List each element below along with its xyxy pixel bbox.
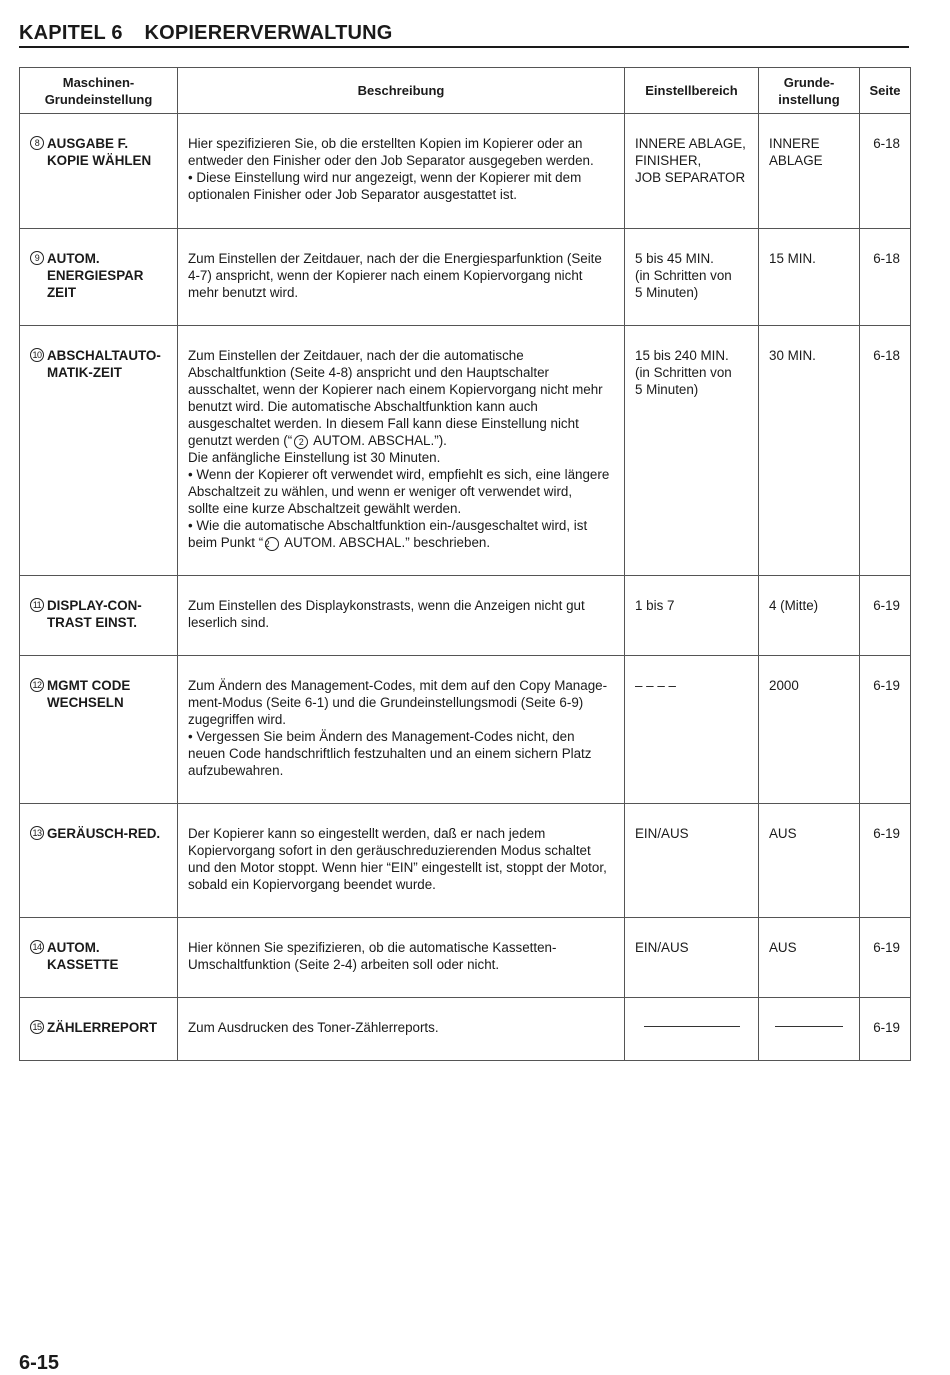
bullet-line bbox=[188, 500, 614, 517]
setting-name-line: ZEIT bbox=[47, 285, 77, 300]
bullet-text: Vergessen Sie beim Ändern des Management-Codes nicht, den bbox=[196, 729, 575, 744]
bullet-text: aufzubewahren. bbox=[188, 763, 284, 778]
description-cell bbox=[178, 326, 625, 576]
table-row bbox=[20, 998, 911, 1061]
range-line: 1 bis 7 bbox=[635, 598, 675, 613]
bullet-line: • Diese Einstellung wird nur angezeigt, wenn der Kopierer mit dem bbox=[188, 170, 582, 185]
range-cell bbox=[625, 804, 759, 918]
default-line: INNERE bbox=[769, 136, 820, 151]
settings-table bbox=[19, 67, 911, 1061]
range-line: EIN/AUS bbox=[635, 940, 689, 955]
description-cell bbox=[178, 998, 625, 1061]
default-cell bbox=[759, 804, 860, 918]
description-line: leserlich sind. bbox=[188, 615, 270, 630]
range-line: (in Schritten von bbox=[635, 365, 732, 380]
description-cell bbox=[178, 229, 625, 326]
bullet-text: neuen Code handschriftlich festzuhalten und an einem sichern Platz bbox=[188, 746, 592, 761]
description-line: Kopiervorgang sofort in den geräuschreduzierenden Modus schaltet bbox=[188, 843, 591, 858]
description-line bbox=[188, 432, 614, 449]
setting-name-line: KASSETTE bbox=[47, 957, 119, 972]
description-line: Die anfängliche Einstellung ist 30 Minuten. bbox=[188, 450, 441, 465]
default-cell bbox=[759, 326, 860, 576]
setting-name-line: DISPLAY-CON- bbox=[47, 598, 142, 613]
setting-name-line: ENERGIESPAR bbox=[47, 268, 144, 283]
description-line: Zum Einstellen der Zeitdauer, nach der die automatische bbox=[188, 348, 524, 363]
description-cell bbox=[178, 576, 625, 656]
column-header-page: Seite bbox=[860, 68, 911, 114]
default-cell bbox=[759, 229, 860, 326]
setting-name-cell bbox=[20, 656, 178, 804]
description-line: Abschaltfunktion (Seite 4-8) anspricht und den Hauptschalter bbox=[188, 365, 550, 380]
description-line: ausschaltet, wenn der Kopierer nach einem Kopiervorgang nicht mehr bbox=[188, 382, 603, 397]
description-line: benutzt wird. Die automatische Abschaltfunktion kann auch bbox=[188, 399, 538, 414]
setting-name bbox=[30, 250, 173, 301]
range-cell bbox=[625, 998, 759, 1061]
description-cell bbox=[178, 656, 625, 804]
default-cell bbox=[759, 918, 860, 998]
setting-name-cell bbox=[20, 326, 178, 576]
range-line: 5 Minuten) bbox=[635, 382, 699, 397]
table-row bbox=[20, 804, 911, 918]
description-cell bbox=[178, 918, 625, 998]
description-line: entweder den Finisher oder den Job Separator ausgegeben werden. bbox=[188, 153, 594, 168]
dash-line bbox=[644, 1026, 740, 1027]
description-line: zugegriffen wird. bbox=[188, 712, 287, 727]
setting-name-cell bbox=[20, 576, 178, 656]
column-header-default: Grunde- instellung bbox=[759, 68, 860, 114]
setting-name-text bbox=[47, 597, 173, 631]
circled-number: 2 bbox=[294, 435, 308, 449]
description-line: Zum Einstellen des Displaykonstrasts, wenn die Anzeigen nicht gut bbox=[188, 598, 585, 613]
setting-name bbox=[30, 597, 173, 631]
range-cell bbox=[625, 656, 759, 804]
description-line: Hier können Sie spezifizieren, ob die automatische Kassetten- bbox=[188, 940, 557, 955]
circled-number: 13 bbox=[30, 826, 44, 840]
circled-number: 10 bbox=[30, 348, 44, 362]
default-line: AUS bbox=[769, 826, 797, 841]
bullet-text: Wie die automatische Abschaltfunktion ein-/ausgeschaltet wird, ist bbox=[196, 518, 588, 533]
setting-name-line: MGMT CODE bbox=[47, 678, 131, 693]
table-row bbox=[20, 326, 911, 576]
bullet-line bbox=[188, 762, 614, 779]
setting-name-cell bbox=[20, 804, 178, 918]
page-ref-cell: 6-18 bbox=[860, 326, 911, 576]
chapter-title: KOPIERERVERWALTUNG bbox=[144, 22, 393, 44]
table-row bbox=[20, 656, 911, 804]
circled-number: 11 bbox=[30, 598, 44, 612]
description-line: sobald ein Kopiervorgang beendet wurde. bbox=[188, 877, 436, 892]
circled-number: 9 bbox=[30, 251, 44, 265]
table-row bbox=[20, 114, 911, 229]
page-ref-cell: 6-19 bbox=[860, 998, 911, 1061]
circled-number: 8 bbox=[30, 136, 44, 150]
table-row bbox=[20, 229, 911, 326]
setting-name bbox=[30, 939, 173, 973]
column-header-range: Einstellbereich bbox=[625, 68, 759, 114]
range-line: – – – – bbox=[635, 678, 676, 693]
setting-name-text bbox=[47, 677, 173, 711]
range-cell bbox=[625, 229, 759, 326]
page-number: 6-15 bbox=[19, 1352, 60, 1374]
setting-name-cell bbox=[20, 998, 178, 1061]
description-line: Hier spezifizieren Sie, ob die erstellten Kopien im Kopierer oder an bbox=[188, 136, 583, 151]
table-row bbox=[20, 918, 911, 998]
range-cell bbox=[625, 576, 759, 656]
column-header-description: Beschreibung bbox=[178, 68, 625, 114]
dash-line bbox=[775, 1026, 843, 1027]
circled-number: 14 bbox=[30, 940, 44, 954]
setting-name-line: KOPIE WÄHLEN bbox=[47, 153, 152, 168]
range-cell bbox=[625, 114, 759, 229]
default-line: 2000 bbox=[769, 678, 799, 693]
default-cell bbox=[759, 998, 860, 1061]
page-ref-cell: 6-18 bbox=[860, 114, 911, 229]
setting-name-line: ABSCHALTAUTO- bbox=[47, 348, 161, 363]
description-cell bbox=[178, 114, 625, 229]
setting-name bbox=[30, 825, 173, 842]
ref-text: genutzt werden (“ bbox=[188, 433, 293, 448]
setting-name-line: AUTOM. bbox=[47, 940, 100, 955]
default-line: AUS bbox=[769, 940, 797, 955]
default-line: 15 MIN. bbox=[769, 251, 816, 266]
setting-name bbox=[30, 347, 173, 381]
description-line: und den Motor stoppt. Wenn hier “EIN” eingestellt ist, stoppt der Motor, bbox=[188, 860, 607, 875]
setting-name bbox=[30, 1019, 173, 1036]
bullet-text: Abschaltzeit zu wählen, und wenn er weniger oft verwendet wird, bbox=[188, 484, 573, 499]
range-line: EIN/AUS bbox=[635, 826, 689, 841]
page-ref-cell: 6-19 bbox=[860, 656, 911, 804]
default-cell bbox=[759, 656, 860, 804]
bullet-line bbox=[188, 534, 614, 551]
description-line: Umschaltfunktion (Seite 2-4) arbeiten soll oder nicht. bbox=[188, 957, 500, 972]
range-cell bbox=[625, 918, 759, 998]
page-ref-cell: 6-19 bbox=[860, 576, 911, 656]
setting-name-cell bbox=[20, 229, 178, 326]
bullet-text: Wenn der Kopierer oft verwendet wird, empfiehlt es sich, eine längere bbox=[196, 467, 610, 482]
setting-name-text bbox=[47, 347, 173, 381]
chapter-number: KAPITEL 6 bbox=[19, 22, 123, 44]
bullet-text: Diese Einstellung wird nur angezeigt, wenn der Kopierer mit dem bbox=[196, 170, 582, 185]
ref-text: beim Punkt “ bbox=[188, 535, 264, 550]
default-cell bbox=[759, 114, 860, 229]
description-line: ment-Modus (Seite 6-1) und die Grundeinstellungsmodi (Seite 6-9) bbox=[188, 695, 584, 710]
default-line: 30 MIN. bbox=[769, 348, 816, 363]
setting-name-line: TRAST EINST. bbox=[47, 615, 138, 630]
circled-number: 15 bbox=[30, 1020, 44, 1034]
setting-name bbox=[30, 677, 173, 711]
ref-text: AUTOM. ABSCHAL.” beschrieben. bbox=[281, 535, 491, 550]
bullet-line: • Wenn der Kopierer oft verwendet wird, empfiehlt es sich, eine längere bbox=[188, 467, 610, 482]
description-line: Zum Einstellen der Zeitdauer, nach der die Energiesparfunktion (Seite bbox=[188, 251, 602, 266]
page-ref-cell: 6-18 bbox=[860, 229, 911, 326]
setting-name-cell bbox=[20, 918, 178, 998]
setting-name-line: AUTOM. bbox=[47, 251, 100, 266]
setting-name-line: GERÄUSCH-RED. bbox=[47, 826, 161, 841]
description-line: Zum Ändern des Management-Codes, mit dem auf den Copy Manage- bbox=[188, 678, 608, 693]
bullet-text: sollte eine kurze Abschaltzeit gewählt werden. bbox=[188, 501, 462, 516]
column-header-setting: Maschinen- Grundeinstellung bbox=[20, 68, 178, 114]
range-line: 5 Minuten) bbox=[635, 285, 699, 300]
description-line: Der Kopierer kann so eingestellt werden, daß er nach jedem bbox=[188, 826, 546, 841]
setting-name-text bbox=[47, 1019, 173, 1036]
description-line: Zum Ausdrucken des Toner-Zählerreports. bbox=[188, 1020, 439, 1035]
chapter-header bbox=[19, 22, 909, 48]
circled-number: 12 bbox=[30, 678, 44, 692]
setting-name-text bbox=[47, 939, 173, 973]
setting-name-text bbox=[47, 825, 173, 842]
circled-number: 2 bbox=[265, 537, 279, 551]
range-cell bbox=[625, 326, 759, 576]
bullet-line bbox=[188, 186, 614, 203]
default-line: 4 (Mitte) bbox=[769, 598, 819, 613]
setting-name bbox=[30, 135, 173, 169]
description-cell bbox=[178, 804, 625, 918]
default-cell bbox=[759, 576, 860, 656]
setting-name-text bbox=[47, 250, 173, 301]
range-line: 5 bis 45 MIN. bbox=[635, 251, 714, 266]
bullet-line: • Wie die automatische Abschaltfunktion ein-/ausgeschaltet wird, ist bbox=[188, 518, 588, 533]
setting-name-cell bbox=[20, 114, 178, 229]
range-line: JOB SEPARATOR bbox=[635, 170, 746, 185]
default-line: ABLAGE bbox=[769, 153, 823, 168]
description-line: ausgeschaltet werden. In diesem Fall kann diese Einstellung nicht bbox=[188, 416, 579, 431]
table-header-row bbox=[20, 68, 911, 114]
range-line: INNERE ABLAGE, bbox=[635, 136, 746, 151]
setting-name-line: AUSGABE F. bbox=[47, 136, 129, 151]
range-line: 15 bis 240 MIN. bbox=[635, 348, 729, 363]
ref-text: AUTOM. ABSCHAL.”). bbox=[310, 433, 447, 448]
bullet-line bbox=[188, 745, 614, 762]
bullet-text: optionalen Finisher oder Job Separator ausgestattet ist. bbox=[188, 187, 518, 202]
setting-name-line: MATIK-ZEIT bbox=[47, 365, 122, 380]
description-line: 4-7) anspricht, wenn der Kopierer nach einem Kopiervorgang nicht bbox=[188, 268, 583, 283]
setting-name-line: WECHSELN bbox=[47, 695, 124, 710]
page-ref-cell: 6-19 bbox=[860, 804, 911, 918]
setting-name-text bbox=[47, 135, 173, 169]
page-ref-cell: 6-19 bbox=[860, 918, 911, 998]
description-line: mehr benutzt wird. bbox=[188, 285, 299, 300]
range-line: (in Schritten von bbox=[635, 268, 732, 283]
table-body bbox=[20, 114, 911, 1061]
bullet-line: • Vergessen Sie beim Ändern des Management-Codes nicht, den bbox=[188, 729, 575, 744]
bullet-line bbox=[188, 483, 614, 500]
table-row bbox=[20, 576, 911, 656]
range-line: FINISHER, bbox=[635, 153, 702, 168]
setting-name-line: ZÄHLERREPORT bbox=[47, 1020, 158, 1035]
